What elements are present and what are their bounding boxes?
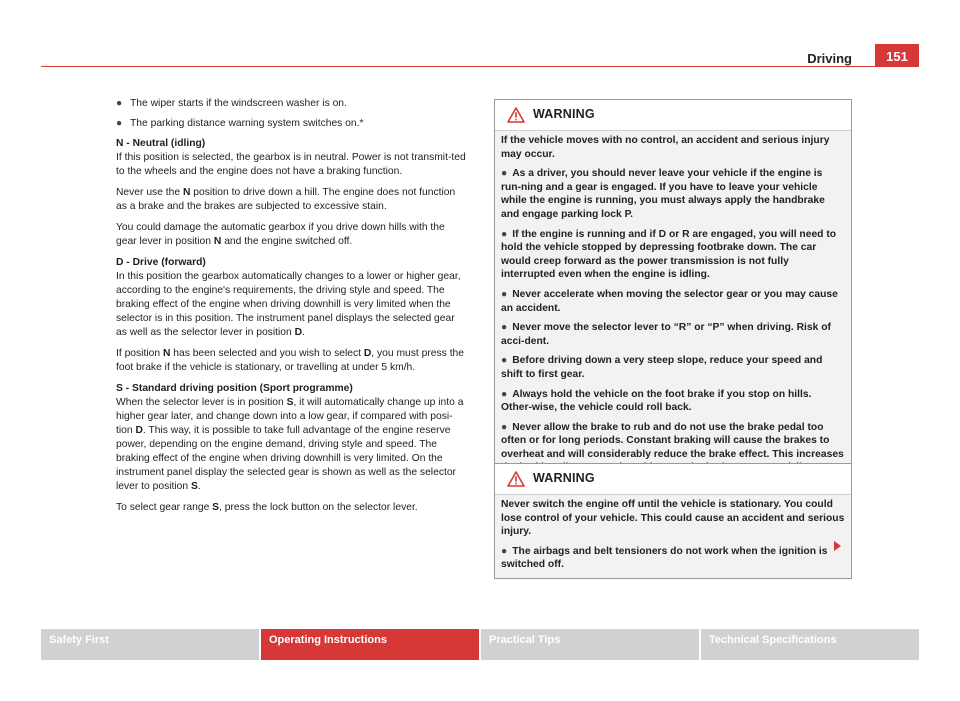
- warning-item: ● The airbags and belt tensioners do not work when the ignition is switched off.: [501, 545, 828, 571]
- warning-item: ● Never allow the brake to rub and do not use the brake pedal too often or for long periods. Constant braking will cause the brakes to overheat and will considerably reduce the brake effect. This increases: [501, 421, 844, 460]
- bullet-icon: ●: [501, 388, 508, 400]
- tab-operating-instructions[interactable]: Operating Instructions: [261, 629, 479, 660]
- warning-item: ● As a driver, you should never leave your vehicle if the engine is run-ning and a gear is engaged. If you have to leave your vehicle while the engine is running, you must always apply the handbrake and engage parking lock P.: [501, 168, 825, 220]
- bullet-icon: ●: [501, 355, 508, 367]
- warning-item: ● If the engine is running and if D or R are engaged, you will need to hold the vehicle stopped by depressing footbrake down. The car would creep forward as the power transmission is not fully interrupted even when the engine is idling.: [501, 228, 837, 281]
- paragraph: To select gear range S, press the lock button on the selector lever.: [116, 502, 418, 513]
- paragraph: Never use the N position to drive down a hill. The engine does not function as a brake and the brakes are subjected to excessive stain.: [116, 187, 456, 212]
- warning-triangle-icon: [507, 107, 525, 123]
- section-title: Driving: [807, 51, 852, 66]
- list-item: ● The wiper starts if the windscreen washer is on.: [116, 98, 347, 109]
- bullet-icon: ●: [116, 98, 123, 109]
- warning-body: [495, 495, 851, 578]
- warning-box: [494, 463, 852, 579]
- warning-triangle-icon: [507, 471, 525, 487]
- header-rule: [41, 66, 919, 67]
- tab-technical-specifications[interactable]: Technical Specifications: [701, 629, 919, 660]
- bullet-list: [116, 97, 468, 131]
- bullet-icon: ●: [501, 421, 508, 433]
- bullet-icon: ●: [501, 228, 508, 240]
- continue-arrow-icon: [834, 541, 841, 551]
- bullet-icon: ●: [116, 118, 123, 129]
- bullet-icon: ●: [501, 545, 508, 557]
- warning-item: ● Always hold the vehicle on the foot brake if you stop on hills. Other-wise, the vehicle could roll back.: [501, 388, 812, 414]
- warning-header: [495, 100, 851, 131]
- bullet-icon: ●: [501, 288, 508, 300]
- paragraph: When the selector lever is in position S, it will automatically change up into a higher gear later, and change down into a low gear, if compared with posi-tion D. This way, it is possible to take full advantage of the engine reserve power, depending on the engine demand, driving style and speed. The braking effect of the engine when driving downhill is very limited. On the instrument panel display the selected gear is shown as well as the selector lever to position S.: [116, 397, 464, 492]
- warning-title: WARNING: [533, 471, 595, 485]
- tab-practical-tips[interactable]: Practical Tips: [481, 629, 699, 660]
- left-column: [116, 97, 468, 522]
- page-number-badge: 151: [875, 44, 919, 67]
- paragraph: In this position the gearbox automatically changes to a lower or higher gear, according to the engine's requirements, the driving style and speed. The braking effect of the engine when driving downhill is very limited when the selector is in this position. The instrument panel displays the selected gear as well as the selector lever in position D.: [116, 271, 461, 338]
- warning-intro: Never switch the engine off until the vehicle is stationary. You could lose control of your vehicle. This could cause an accident and serious injury.: [501, 499, 845, 538]
- warning-title: WARNING: [533, 107, 595, 121]
- list-item: ● The parking distance warning system switches on.*: [116, 118, 364, 129]
- bullet-icon: ●: [501, 168, 508, 180]
- warning-item: ● Never move the selector lever to “R” or “P” when driving. Risk of acci-dent.: [501, 322, 831, 347]
- drive-heading: D - Drive (forward): [116, 257, 206, 268]
- tab-safety-first[interactable]: Safety First: [41, 629, 259, 660]
- warning-intro: If the vehicle moves with no control, an accident and serious injury may occur.: [501, 135, 830, 160]
- paragraph: If position N has been selected and you wish to select D, you must press the foot brake if the vehicle is stationary, or travelling at under 5 km/h.: [116, 348, 465, 373]
- warning-header: [495, 464, 851, 495]
- warning-box: [494, 99, 852, 482]
- bullet-icon: ●: [501, 322, 508, 334]
- footer-nav: [41, 629, 919, 660]
- warning-item: ● Before driving down a very steep slope, reduce your speed and shift to first gear.: [501, 355, 823, 380]
- warning-item: ● Never accelerate when moving the selector gear or you may cause an accident.: [501, 288, 838, 314]
- sport-heading: S - Standard driving position (Sport programme): [116, 383, 353, 394]
- neutral-heading: N - Neutral (idling): [116, 138, 206, 149]
- paragraph: You could damage the automatic gearbox if you drive down hills with the gear lever in position N and the engine switched off.: [116, 222, 445, 247]
- paragraph: If this position is selected, the gearbox is in neutral. Power is not transmit-ted to the wheels and the engine does not have a braking function.: [116, 152, 466, 177]
- warning-body: [495, 131, 851, 481]
